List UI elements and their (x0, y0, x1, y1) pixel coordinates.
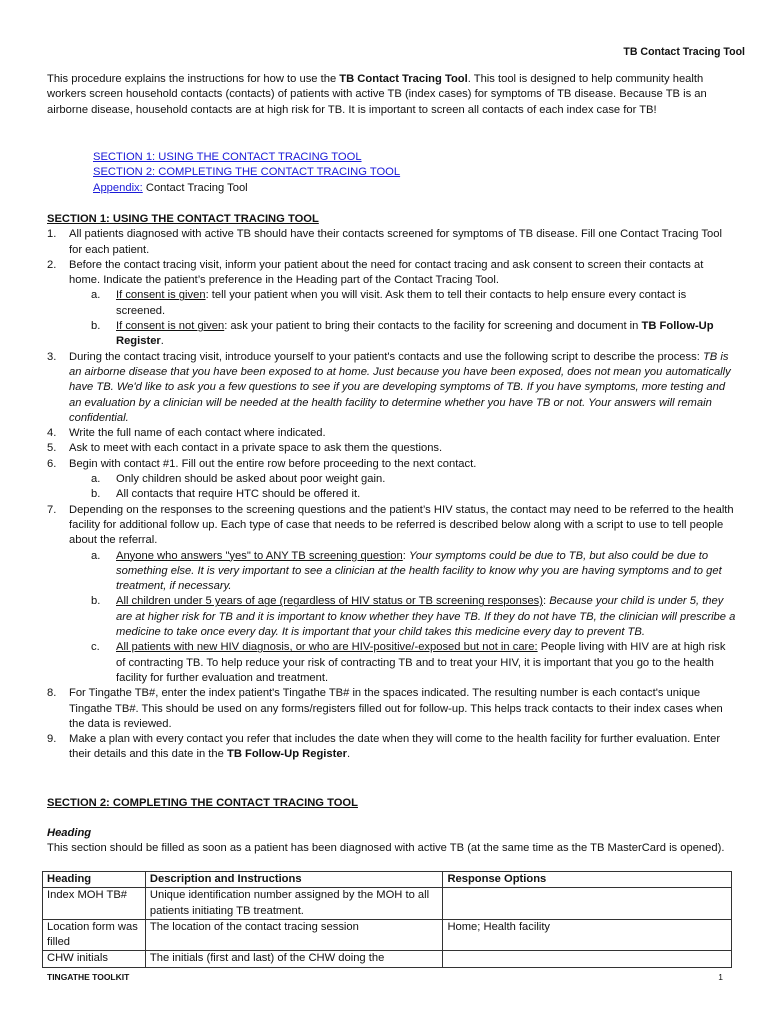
footer-toolkit-label: TINGATHE TOOLKIT (47, 972, 130, 982)
intro-text-2: . This tool is designed to help community health workers screen household contacts (contacts) of patients with active TB (index cases) for symptoms of TB disease. Because TB is an airborne disease, household contacts are at high risk for TB. It is important to screen all contacts of each index case for TB! (47, 73, 707, 116)
item-text: Make a plan with every contact you refer that includes the date when they will come to the health facility for further evaluation. Enter their details and this date in the (69, 733, 721, 761)
item-number: a. (91, 549, 101, 562)
item-script: Your symptoms could be due to TB, but also could be due to something else. It is very important to see a clinician at the health facility to know why you are having symptoms and to get treatment, if necessary. (116, 549, 722, 593)
table-row (43, 888, 732, 920)
column-header: Heading (43, 872, 146, 888)
item-number: b. (91, 320, 101, 333)
item-underlined: All patients with new HIV diagnosis, or who are HIV-positive/-exposed but not in care: (116, 641, 538, 654)
item-text: : (402, 549, 409, 562)
item-number: 7. (47, 503, 57, 516)
heading-subtitle: Heading (47, 827, 92, 839)
list-item (47, 426, 737, 441)
list-item (69, 319, 737, 350)
list-item (69, 549, 737, 595)
item-end: . (346, 748, 351, 761)
item-number: 6. (47, 457, 57, 470)
column-header: Response Options (443, 872, 732, 888)
item-number: 3. (47, 350, 57, 363)
item-number: a. (91, 289, 101, 302)
item-text: During the contact tracing visit, introduce yourself to your patient's contacts and use the following script to describe the process: (69, 350, 703, 363)
item-script: Because your child is under 5, they are at higher risk for TB and it is important to know whether they have TB. If they do not have TB, the clinician will prescribe a medicine to take once every day. It is important that your child takes this medicine every day to prevent TB. (116, 595, 736, 639)
table-row (43, 951, 732, 967)
list-item (47, 732, 737, 763)
heading-description: This section should be filled as soon as a patient has been diagnosed with active TB (at the same time as the TB MasterCard is opened). (47, 842, 725, 854)
item-number: 8. (47, 687, 57, 700)
list-item (47, 503, 737, 687)
item-text: Write the full name of each contact where indicated. (69, 427, 326, 440)
item-text: : ask your patient to bring their contacts to the facility for screening and document in (224, 320, 642, 333)
section-1-title: SECTION 1: USING THE CONTACT TRACING TOOL (47, 213, 319, 225)
toc-link-section1[interactable]: SECTION 1: USING THE CONTACT TRACING TOOL (93, 151, 362, 163)
item-text: : tell your patient when you will visit. Ask them to tell their contacts to help ensure every contact is screened. (116, 289, 687, 317)
intro-paragraph (47, 72, 727, 118)
sub-list (69, 288, 737, 349)
section-2 (47, 796, 737, 811)
table-cell: The location of the contact tracing session (145, 919, 443, 951)
running-header: TB Contact Tracing Tool (623, 46, 745, 58)
instructions-table (42, 871, 732, 968)
item-number: 2. (47, 258, 57, 271)
section-2-title: SECTION 2: COMPLETING THE CONTACT TRACING TOOL (47, 797, 358, 809)
item-underlined: If consent is given (116, 289, 206, 302)
intro-text-1: This procedure explains the instructions for how to use the (47, 73, 340, 85)
list-item (69, 594, 737, 640)
item-underlined: If consent is not given (116, 320, 225, 333)
column-header: Description and Instructions (145, 872, 443, 888)
sub-list (69, 549, 737, 687)
item-number: 9. (47, 733, 57, 746)
list-item (47, 457, 737, 503)
table-cell: Index MOH TB# (43, 888, 146, 920)
table-cell: Home; Health facility (443, 919, 732, 951)
list-item (47, 227, 737, 258)
table-cell: Location form was filled (43, 919, 146, 951)
item-text: Ask to meet with each contact in a private space to ask them the questions. (69, 442, 443, 455)
item-text: Only children should be asked about poor weight gain. (116, 473, 386, 486)
section-1 (47, 212, 737, 763)
item-number: b. (91, 595, 101, 608)
item-bold: TB Follow-Up Register (116, 320, 714, 348)
list-item (47, 441, 737, 456)
item-number: 4. (47, 427, 57, 440)
item-text: All patients diagnosed with active TB should have their contacts screened for symptoms of TB disease. Fill one Contact Tracing Tool for each patient. (69, 228, 722, 256)
table-cell: Unique identification number assigned by the MOH to all patients initiating TB treatment. (145, 888, 443, 920)
item-text: For Tingathe TB#, enter the index patient's Tingathe TB# in the spaces indicated. The resulting number is each contact's unique Tingathe TB#. This should be used on any forms/registers filled out for follow-up. This helps track contacts to their index cases when the data is reviewed. (69, 687, 723, 730)
item-number: 5. (47, 442, 57, 455)
list-item (47, 686, 737, 732)
list-item (69, 640, 737, 686)
table-of-contents (93, 150, 713, 196)
table-cell (443, 888, 732, 920)
item-text: Before the contact tracing visit, inform your patient about the need for contact tracing and ask consent to screen their contacts at home. Indicate the patient’s preference in the Heading part of the Contact Tracing Tool. (69, 258, 704, 287)
item-number: a. (91, 473, 101, 486)
item-text: : (543, 595, 550, 608)
list-item (47, 258, 737, 350)
list-item (47, 350, 737, 426)
item-text: All contacts that require HTC should be offered it. (116, 488, 361, 501)
item-end: . (160, 335, 164, 348)
list-item (69, 288, 737, 319)
toc-link-appendix[interactable]: Appendix: (93, 181, 143, 194)
item-underlined: Anyone who answers "yes" to ANY TB screening question (116, 549, 403, 562)
item-number: b. (91, 488, 101, 501)
item-number: 1. (47, 228, 57, 241)
item-underlined: All children under 5 years of age (regardless of HIV status or TB screening responses) (116, 595, 543, 608)
item-text: Depending on the responses to the screening questions and the patient’s HIV status, the contact may need to be referred to the health facility for additional follow up. Each type of case that needs to be referred is described below along with a script to use to tell people about the referral. (69, 503, 734, 547)
table-header-row (43, 872, 732, 888)
tool-name: TB Contact Tracing Tool (339, 73, 468, 85)
toc-link-section2[interactable]: SECTION 2: COMPLETING THE CONTACT TRACING TOOL (93, 166, 401, 179)
item-text: Begin with contact #1. Fill out the entire row before proceeding to the next contact. (69, 457, 477, 470)
item-text: People living with HIV are at high risk of contracting TB. To help reduce your risk of contracting TB and to treat your HIV, it is important that you go to the health facility for further evaluation and treatment. (116, 641, 726, 684)
table-row (43, 919, 732, 951)
table-cell: The initials (first and last) of the CHW doing the (145, 951, 443, 967)
list-item (69, 487, 737, 502)
toc-appendix-label: Contact Tracing Tool (142, 181, 248, 194)
table-cell: CHW initials (43, 951, 146, 967)
page-number: 1 (718, 972, 723, 982)
table-cell (443, 951, 732, 967)
item-bold: TB Follow-Up Register (226, 748, 347, 761)
sub-list (69, 472, 737, 503)
item-script: TB is an airborne disease that you have been exposed to at home. Just because you have been exposed, does not mean you automatically have TB. We'd like to ask you a few questions to see if you are developing symptoms of TB. If you have symptoms, more testing and an evaluation by a clinician will be needed at the health facility to determine whether you have TB or not. Your answers will remain confidential. (69, 350, 731, 424)
list-item (69, 472, 737, 487)
section-1-list (47, 227, 737, 762)
item-number: c. (91, 641, 100, 654)
